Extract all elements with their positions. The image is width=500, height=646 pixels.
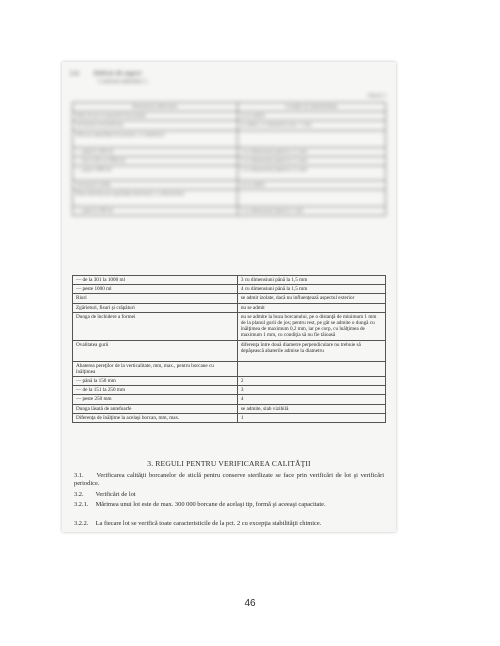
table-cell: se admit izolate, dacă nu influenţează aspectul exterior <box>237 294 385 303</box>
table-cell: Bule pe suprafaţa borcanului, cu diametrul <box>73 130 238 147</box>
section-heading-title: Defecte de aspect <box>93 70 142 77</box>
blurred-region <box>62 62 396 277</box>
table-cell: — până la 300 ml <box>73 147 238 156</box>
table-cell: 1 <box>237 413 385 422</box>
table-row <box>73 312 386 340</box>
table-cell: — de la 301 la 1000 ml <box>73 276 238 285</box>
paragraph-number: 3.1. <box>74 472 84 479</box>
table-row <box>73 181 386 190</box>
table-row <box>73 413 386 422</box>
table-row <box>73 395 386 404</box>
section-heading-number: 2.4. <box>70 70 80 77</box>
table-cell <box>237 130 385 147</box>
paragraph-number: 3.2.1. <box>74 501 89 508</box>
table-cell: nu se admit <box>237 181 385 190</box>
table-row <box>73 147 386 156</box>
table-header-cell: Denumirea defectului <box>73 103 238 112</box>
table-row <box>73 404 386 413</box>
table-cell: — peste 1000 ml <box>73 285 238 294</box>
paragraph-text: Mărimea unui lot este de max. 300 000 borcane de acelaşi tip, formă şi aceeaşi capacitate. <box>95 501 326 508</box>
table-cell: 3 cu dimensiuni până la 1,5 mm <box>237 276 385 285</box>
paragraph-text: La fiecare lot se verifică toate caracteristicile de la pct. 2 cu excepţia stabilităţii chimice. <box>95 520 322 527</box>
defects-table <box>72 275 386 423</box>
table-row <box>73 207 386 216</box>
table-cell: se admit, cu diametrul max. 1 mm <box>237 121 385 130</box>
table-header-row <box>73 103 386 112</box>
table-row <box>73 285 386 294</box>
table-cell: — până la 300 ml <box>73 207 238 216</box>
paragraph <box>74 501 384 509</box>
table-label: Tabelul 3 <box>367 94 386 99</box>
table-row <box>73 156 386 165</box>
table-cell <box>237 190 385 207</box>
table-cell <box>237 361 385 376</box>
paragraph-text: Verificări de lot <box>95 491 136 498</box>
table-cell: 3 cu dimensiuni până la 1,5 mm <box>237 147 385 156</box>
table-cell: Zgârieturi, fisuri şi crăpături <box>73 303 238 312</box>
table-cell: diferenţa între două diametre perpendiculare nu trebuie să depăşească abaterile admise la diametru <box>237 340 385 361</box>
table-row <box>73 377 386 386</box>
table-row <box>73 130 386 147</box>
paragraph <box>74 472 384 488</box>
table-cell: nu se admite la buza borcanului, pe o distanţă de minimum 1 mm de la planul gurii de jos; pentru rest, pe gât se admite o dungă cu înălţimea de maximum 0,2 mm, iar pe corp, cu înălţimea de maximum 1 mm, cu condiţia să nu fie tăioasă <box>237 312 385 340</box>
table-cell: 3 <box>237 386 385 395</box>
table-cell: — până la 150 mm <box>73 377 238 386</box>
table-row <box>73 361 386 376</box>
table-cell: Diferenţa de înălţime la acelaşi borcan, mm, max. <box>73 413 238 422</box>
table-cell: 2 cu dimensiuni până la 1 mm <box>237 207 385 216</box>
paragraph-number: 3.2. <box>74 491 84 498</box>
table-cell: Incluziuni nevitrificate <box>73 121 238 130</box>
paragraph-text: Verificarea calităţii borcanelor de sticlă pentru conserve sterilizate se face prin verificări de lot şi verificări periodice. <box>74 472 384 487</box>
table-row <box>73 276 386 285</box>
table-cell: se admite, slab vizibilă <box>237 404 385 413</box>
table-cell: 4 cu dimensiuni până la 1,5 mm <box>237 285 385 294</box>
table-cell: — de la 301 la 1000 ml <box>73 156 238 165</box>
section-heading <box>70 70 141 77</box>
table-cell: 4 <box>237 395 385 404</box>
paragraph <box>74 491 384 499</box>
table-cell: nu se admit <box>237 303 385 312</box>
table-header-cell: Condiţii de admisibilitate <box>237 103 385 112</box>
table-cell: — peste 1000 ml <box>73 166 238 181</box>
section-title: 3. REGULI PENTRU VERIFICAREA CALITĂŢII <box>147 459 311 468</box>
paragraph <box>74 520 384 528</box>
table-row <box>73 166 386 181</box>
table-cell: Dunga de închidere a formei <box>73 312 238 340</box>
table-cell: Incluziuni solide <box>73 181 238 190</box>
table-cell: Bule de aer în peretele borcanului <box>73 112 238 121</box>
table-row <box>73 121 386 130</box>
table-row <box>73 303 386 312</box>
defects-table-top <box>72 102 386 216</box>
table-cell: Abaterea pereţilor de la verticalitate, mm, max., pentru borcane cu înălţimea <box>73 361 238 376</box>
table-cell: 2 <box>237 377 385 386</box>
page-number: 46 <box>244 598 256 609</box>
table-row <box>73 386 386 395</box>
table-cell: Bule deschise pe suprafaţa interioară, cu dimensiuni <box>73 190 238 207</box>
paragraph-number: 3.2.2. <box>74 520 89 527</box>
table-row <box>73 112 386 121</box>
table-cell: — de la 151 la 250 mm <box>73 386 238 395</box>
table-cell: Dunga lăsată de antefoarfe <box>73 404 238 413</box>
table-cell: Ovalitatea gurii <box>73 340 238 361</box>
table-cell: 4 cu dimensiuni până la 1,5 mm <box>237 156 385 165</box>
table-row <box>73 190 386 207</box>
document-page <box>62 62 396 532</box>
table-row <box>73 294 386 303</box>
table-cell: 5 cu dimensiuni până la 1,5 mm <box>237 166 385 181</box>
table-row <box>73 340 386 361</box>
table-cell: nu se admit <box>237 112 385 121</box>
section-subtitle: Conform tabelului 3. <box>98 79 149 85</box>
table-cell: — peste 250 mm <box>73 395 238 404</box>
table-cell: Riuri <box>73 294 238 303</box>
